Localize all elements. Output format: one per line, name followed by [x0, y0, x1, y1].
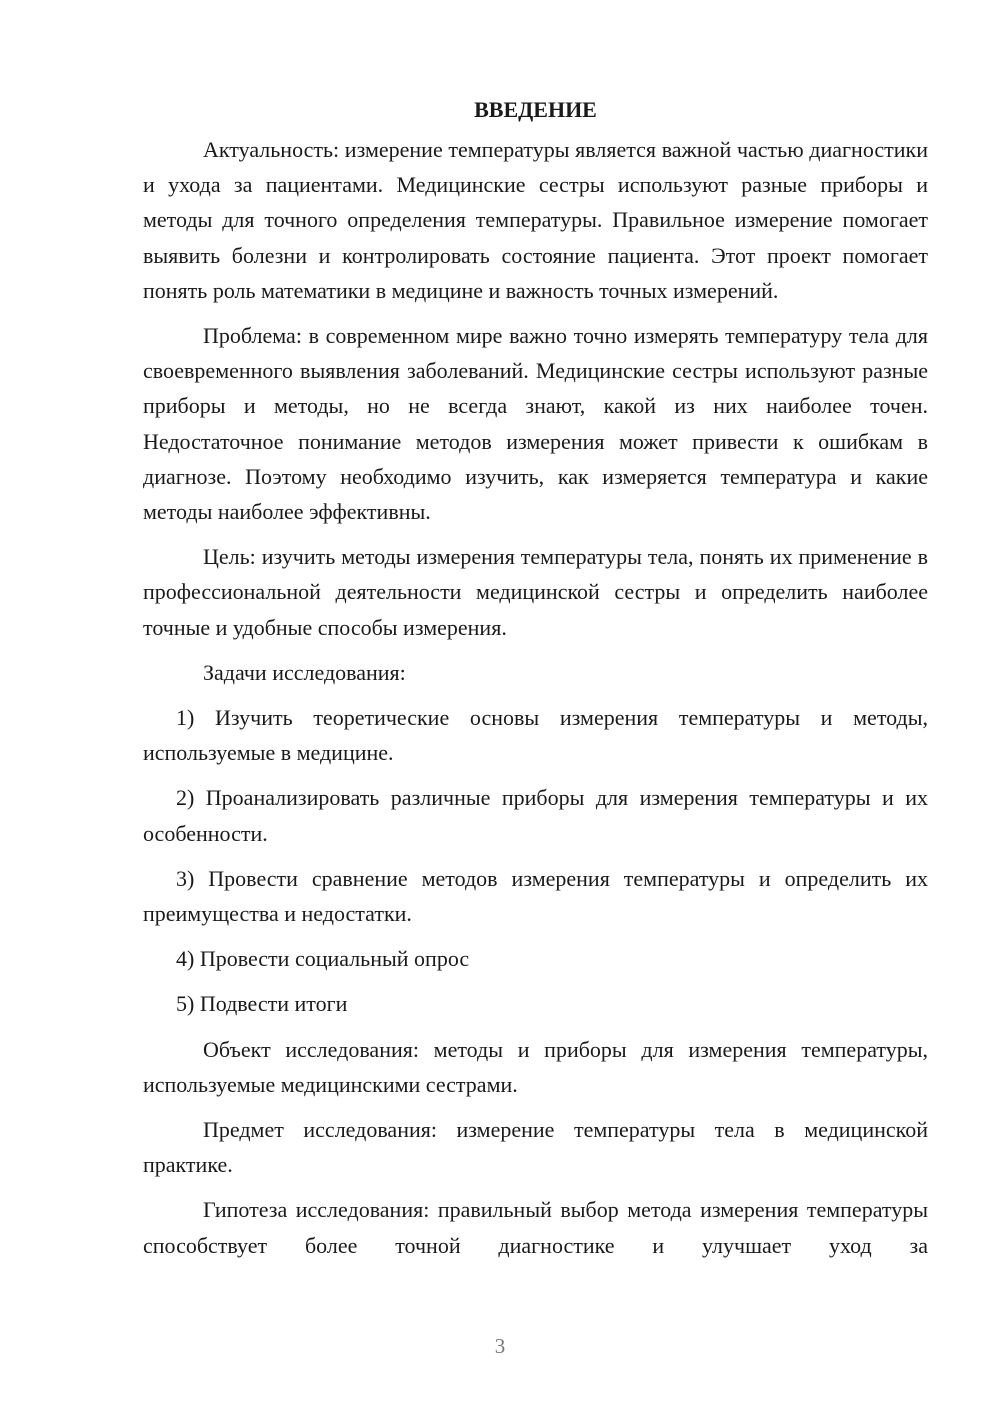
paragraph-subject: Предмет исследования: измерение температуры тела в медицинской практике.: [143, 1117, 928, 1178]
list-item: 1) Изучить теоретические основы измерения температуры и методы, используемые в медицине.: [143, 705, 928, 766]
list-item: 3) Провести сравнение методов измерения температуры и определить их преимущества и недостатки.: [143, 865, 928, 927]
section-title: ВВЕДЕНИЕ: [474, 97, 597, 122]
list-item: 5) Подвести итоги: [176, 991, 348, 1017]
paragraph-tasks-heading: Задачи исследования:: [203, 659, 406, 685]
paragraph-goal: Цель: изучить методы измерения температуры тела, понять их применение в профессиональной деятельности медицинской сестры и определить наиболее точные и удобные способы измерения.: [143, 544, 928, 640]
page-number: 3: [494, 1334, 506, 1358]
list-item: 4) Провести социальный опрос: [176, 946, 470, 972]
paragraph-hypothesis: Гипотеза исследования: правильный выбор метода измерения температуры способствует более точной диагностике и улучшает уход за: [143, 1197, 928, 1258]
paragraph-problem: Проблема: в современном мире важно точно измерять температуру тела для своевременного выявления заболеваний. Медицинские сестры используют разные приборы и методы, но не всегда знают, какой из них наиболее точен. Недостаточное понимание методов измерения может привести к ошибкам в диагнозе. Поэтому необходимо изучить, как измеряется температура и какие методы наиболее эффективны.: [143, 323, 928, 525]
document-page-body: [143, 92, 928, 1273]
paragraph-object: Объект исследования: методы и приборы для измерения температуры, используемые медицинскими сестрами.: [143, 1036, 928, 1097]
list-item: 2) Проанализировать различные приборы для измерения температуры и их особенности.: [143, 785, 928, 846]
paragraph-relevance: Актуальность: измерение температуры является важной частью диагностики и ухода за пациентами. Медицинские сестры используют разные приборы и методы для точного определения температуры. Правильное измерение помогает выявить болезни и контролировать состояние пациента. Этот проект помогает понять роль математики в медицине и важность точных измерений.: [143, 137, 928, 303]
